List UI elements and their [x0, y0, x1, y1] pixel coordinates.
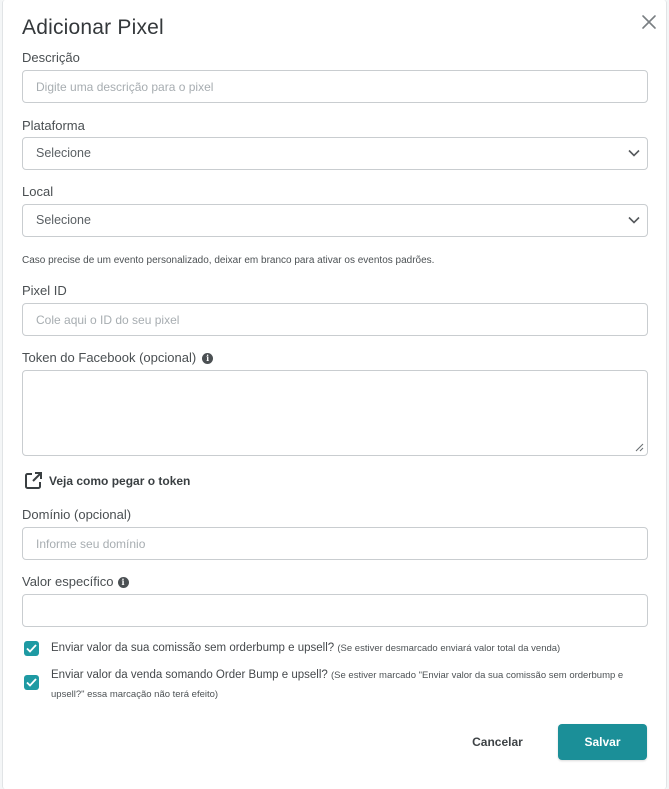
token-textarea[interactable]	[22, 370, 648, 456]
value-label-text: Valor específico	[22, 574, 114, 589]
modal-title: Adicionar Pixel	[22, 16, 164, 39]
cancel-button[interactable]: Cancelar	[458, 727, 537, 757]
chevron-down-icon	[627, 148, 641, 158]
location-selected-value: Selecione	[36, 213, 91, 227]
commission-checkbox-text: Enviar valor da sua comissão sem orderbump e upsell?	[51, 642, 335, 654]
domain-label: Domínio (opcional)	[22, 507, 132, 522]
order-bump-checkbox-note: (Se estiver marcado "Enviar valor da sua comissão sem orderbump e upsell?" essa marcação não terá efeito)	[51, 670, 624, 700]
location-select[interactable]	[22, 204, 648, 237]
checkmark-icon	[26, 678, 37, 687]
add-pixel-modal	[2, 0, 667, 789]
commission-checkbox[interactable]	[24, 641, 39, 656]
pixel-id-label: Pixel ID	[22, 283, 67, 298]
commission-checkbox-label	[51, 639, 641, 658]
description-label: Descrição	[22, 50, 80, 65]
token-help-link[interactable]	[24, 471, 190, 490]
event-hint-text: Caso precise de um evento personalizado, deixar em branco para ativar os eventos padrões.	[22, 255, 435, 266]
specific-value-input[interactable]	[22, 594, 648, 627]
commission-checkbox-note: (Se estiver desmarcado enviará valor total da venda)	[337, 643, 561, 654]
location-label: Local	[22, 184, 54, 199]
checkmark-icon	[26, 644, 37, 653]
close-icon[interactable]	[639, 12, 659, 32]
order-bump-checkbox[interactable]	[24, 675, 39, 690]
value-label	[22, 574, 129, 589]
external-link-icon	[24, 471, 43, 490]
platform-label: Plataforma	[22, 118, 85, 133]
chevron-down-icon	[627, 215, 641, 225]
info-icon[interactable]: i	[118, 577, 129, 588]
token-label-text: Token do Facebook (opcional)	[22, 350, 197, 365]
pixel-id-input[interactable]	[22, 303, 648, 336]
domain-input[interactable]	[22, 527, 648, 560]
order-bump-checkbox-row	[24, 669, 641, 704]
platform-selected-value: Selecione	[36, 146, 91, 160]
commission-checkbox-row	[24, 641, 641, 658]
order-bump-checkbox-text: Enviar valor da venda somando Order Bump e upsell?	[51, 669, 328, 681]
token-label	[22, 350, 213, 365]
token-help-link-text: Veja como pegar o token	[49, 473, 191, 488]
save-button[interactable]: Salvar	[558, 724, 647, 760]
order-bump-checkbox-label	[51, 666, 641, 704]
info-icon[interactable]: i	[202, 353, 213, 364]
platform-select[interactable]	[22, 137, 648, 170]
resize-handle-icon[interactable]	[635, 443, 644, 452]
description-input[interactable]	[22, 70, 648, 103]
